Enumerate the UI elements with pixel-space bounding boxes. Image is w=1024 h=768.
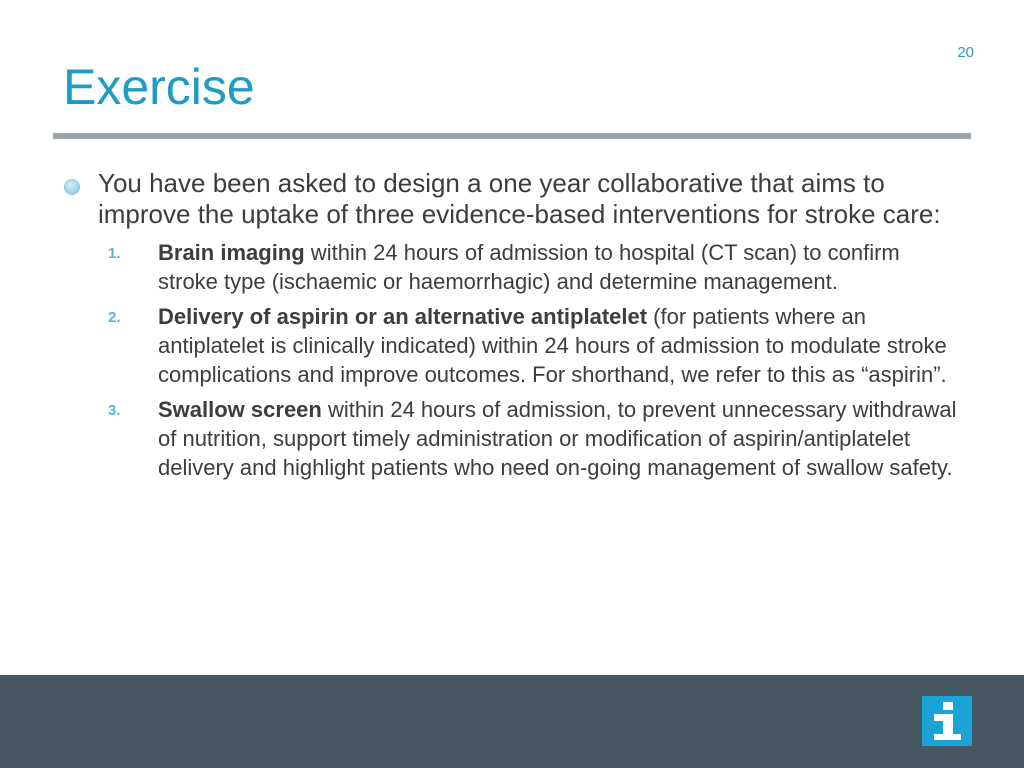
title-divider xyxy=(53,133,971,139)
list-item-text: within 24 hours of admission, to prevent unnecessary withdrawal of nutrition, support timely administration or modification of aspirin/antiplatelet delivery and highlight patients who need on-going management of swallow safety. xyxy=(158,397,957,480)
slide-content xyxy=(62,168,962,488)
list-item-number: 3. xyxy=(108,402,121,419)
slide-title: Exercise xyxy=(63,59,255,115)
list-item xyxy=(62,238,962,296)
list-item-heading: Swallow screen xyxy=(158,397,322,422)
list-item-text: (for patients where an antiplatelet is clinically indicated) within 24 hours of admission to modulate stroke complications and improve outcomes. For shorthand, we refer to this as “aspirin”. xyxy=(158,304,947,387)
list-item xyxy=(62,302,962,389)
list-item-number: 1. xyxy=(108,245,121,262)
list-item-heading: Brain imaging xyxy=(158,240,305,265)
info-icon xyxy=(922,696,972,746)
intervention-list xyxy=(62,238,962,482)
intro-text: You have been asked to design a one year collaborative that aims to improve the uptake of three evidence-based interventions for stroke care: xyxy=(98,168,941,229)
footer-bar xyxy=(0,675,1024,768)
list-item-text: within 24 hours of admission to hospital (CT scan) to confirm stroke type (ischaemic or haemorrhagic) and determine management. xyxy=(158,240,900,294)
main-bullet xyxy=(62,168,962,230)
list-item xyxy=(62,395,962,482)
list-item-heading: Delivery of aspirin or an alternative antiplatelet xyxy=(158,304,648,329)
list-item-number: 2. xyxy=(108,309,121,326)
slide-number: 20 xyxy=(957,44,974,61)
bullet-dot-icon xyxy=(64,179,80,195)
